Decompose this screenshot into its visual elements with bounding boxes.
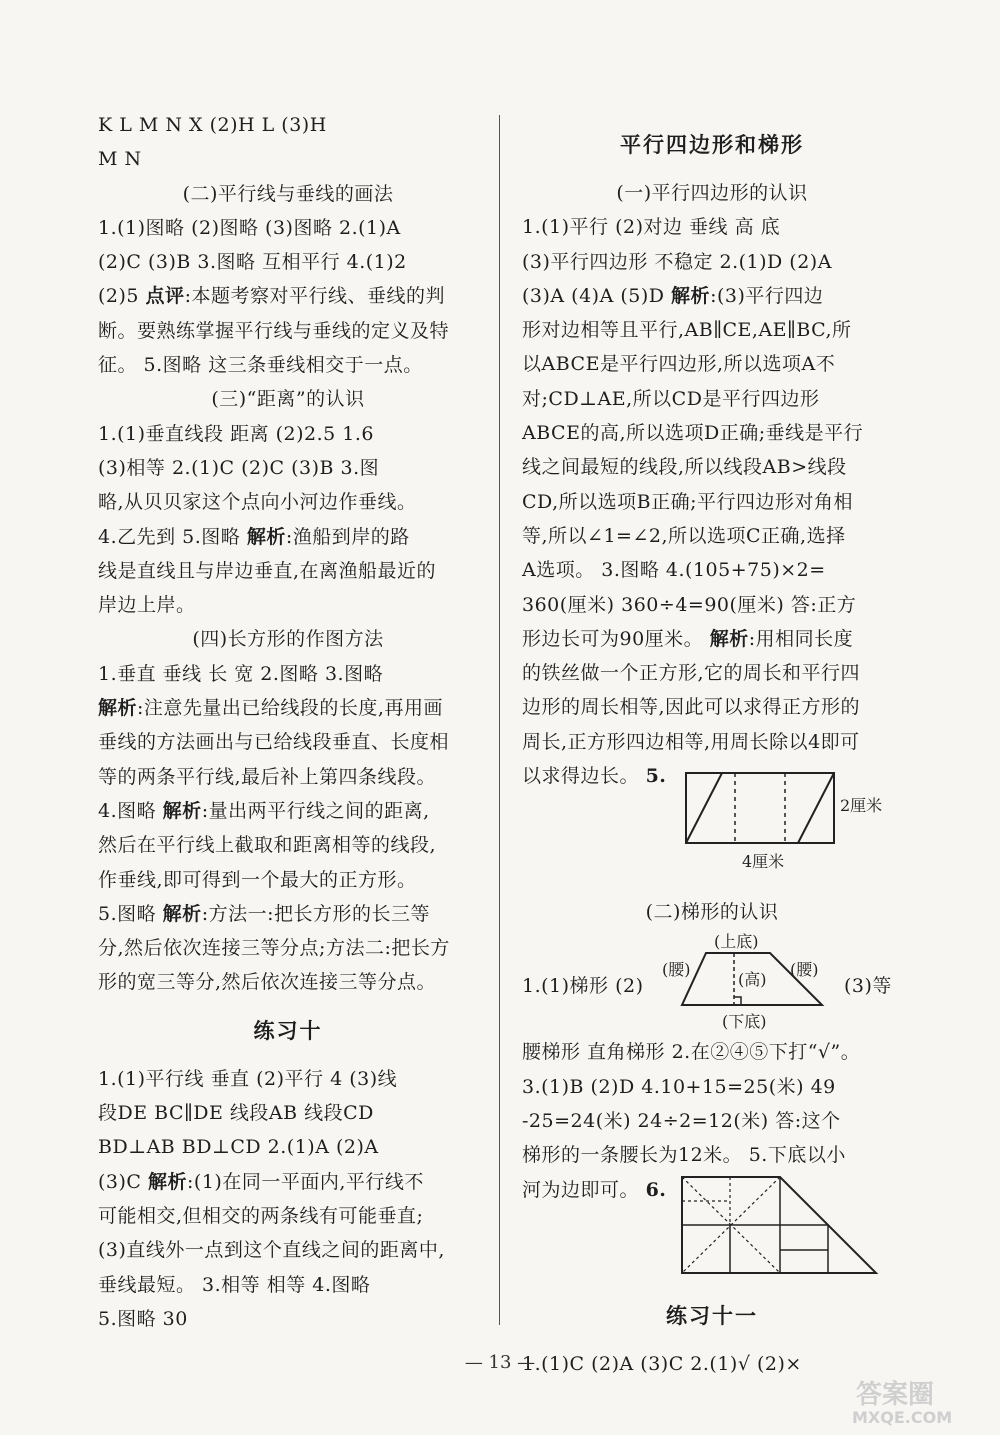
right-leg-label: (腰) xyxy=(790,960,819,980)
text-line: 360(厘米) 360÷4=90(厘米) 答:正方 xyxy=(522,593,857,616)
text-line: (2)5 点评:本题考察对平行线、垂线的判 xyxy=(98,285,445,308)
text-line: ABCE的高,所以选项D正确;垂线是平行 xyxy=(522,422,864,445)
exercise-title: 练习十 xyxy=(253,1017,323,1043)
text-line: 1.垂直 垂线 长 宽 2.图略 3.图略 xyxy=(98,662,384,685)
text-line: 线是直线且与岸边垂直,在离渔船最近的 xyxy=(98,559,437,582)
text-line: 形的宽三等分,然后依次连接三等分点。 xyxy=(98,971,437,994)
trapezoid-row xyxy=(522,929,902,1035)
text-line: 1.(1)平行线 垂直 (2)平行 4 (3)线 xyxy=(98,1067,398,1090)
analysis-label: 解析 xyxy=(162,902,202,925)
text-line: (3)相等 2.(1)C (2)C (3)B 3.图 xyxy=(98,456,380,479)
exercise-title: 练习十一 xyxy=(666,1302,758,1328)
text-line: A选项。 3.图略 4.(105+75)×2= xyxy=(522,559,826,582)
text-line: 的铁丝做一个正方形,它的周长和平行四 xyxy=(522,662,861,685)
text-line: 5.图略 30 xyxy=(98,1307,188,1330)
text-line: M N xyxy=(98,148,142,171)
rectangle-figure xyxy=(684,771,894,889)
section-heading: (二)平行线与垂线的画法 xyxy=(182,182,394,205)
text-line: BD⊥AB BD⊥CD 2.(1)A (2)A xyxy=(98,1136,379,1159)
right-column xyxy=(522,108,902,1381)
analysis-label: 解析 xyxy=(98,697,138,720)
text-line: 分,然后依次连接三等分点;方法二:把长方 xyxy=(98,937,450,960)
text-line: 以求得边长。 5. xyxy=(522,765,667,788)
section-heading: (一)平行四边形的认识 xyxy=(616,182,808,204)
text-line: CD,所以选项B正确;平行四边形对角相 xyxy=(522,490,853,513)
text-line: (3)平行四边形 不稳定 2.(1)D (2)A xyxy=(522,250,832,273)
text-line: 5.图略 解析:方法一:把长方形的长三等 xyxy=(98,902,430,925)
text-line: 腰梯形 直角梯形 2.在②④⑤下打“√”。 xyxy=(522,1041,861,1064)
text-line: (3)A (4)A (5)D 解析:(3)平行四边 xyxy=(522,284,824,307)
question-number: 6. xyxy=(645,1178,667,1201)
text-line: K L M N X (2)H L (3)H xyxy=(98,114,327,136)
question-number: 5. xyxy=(645,765,667,788)
height-label: (高) xyxy=(738,970,767,990)
text-line: 形对边相等且平行,AB∥CE,AE∥BC,所 xyxy=(522,319,852,342)
text-line: 线之间最短的线段,所以线段AB>线段 xyxy=(522,456,847,479)
text-line: 对;CD⊥AE,所以CD是平行四边形 xyxy=(522,387,820,410)
text-line: 断。要熟练掌握平行线与垂线的定义及特 xyxy=(98,319,450,342)
trapezoid-grid-figure xyxy=(680,1175,880,1283)
comment-label: 点评 xyxy=(145,285,185,308)
left-leg-label: (腰) xyxy=(662,960,691,980)
text-line: 垂线的方法画出与已给线段垂直、长度相 xyxy=(98,731,450,754)
text-line: 解析:注意先量出已给线段的长度,再用画 xyxy=(98,697,443,720)
text-line: (3)直线外一点到这个直线之间的距离中, xyxy=(98,1239,445,1262)
text-line: 作垂线,即可得到一个最大的正方形。 xyxy=(98,868,417,891)
question-5-row xyxy=(522,759,902,889)
watermark-logo xyxy=(836,1375,986,1427)
page-number: — 13 — xyxy=(464,1352,536,1373)
text-line: -25=24(米) 24÷2=12(米) 答:这个 xyxy=(522,1109,841,1132)
analysis-label: 解析 xyxy=(246,525,286,548)
question-6-row xyxy=(522,1173,902,1285)
analysis-label: 解析 xyxy=(148,1170,188,1193)
text-line: 1.(1)图略 (2)图略 (3)图略 2.(1)A xyxy=(98,216,401,239)
text-line: 可能相交,但相交的两条线有可能垂直; xyxy=(98,1204,424,1227)
side-length-label: 2厘米 xyxy=(840,796,883,816)
text-line: 以ABCE是平行四边形,所以选项A不 xyxy=(522,353,836,376)
text-line: 1.(1)梯形 (2) xyxy=(522,975,644,998)
text-line: 4.图略 解析:量出两平行线之间的距离, xyxy=(98,799,430,822)
text-line: (3)等 xyxy=(844,975,892,998)
left-column xyxy=(98,108,478,1336)
text-line: 3.(1)B (2)D 4.10+15=25(米) 49 xyxy=(522,1075,836,1098)
text-line: 征。 5.图略 这三条垂线相交于一点。 xyxy=(98,354,423,377)
text-line: 4.乙先到 5.图略 解析:渔船到岸的路 xyxy=(98,525,410,548)
text-line: (3)C 解析:(1)在同一平面内,平行线不 xyxy=(98,1170,424,1193)
text-line: 周长,正方形四边相等,用周长除以4即可 xyxy=(522,730,860,753)
analysis-label: 解析 xyxy=(671,284,711,307)
text-line: 岸边上岸。 xyxy=(98,594,196,617)
top-base-label: (上底) xyxy=(714,932,759,952)
watermark-text: 答案圈 xyxy=(856,1380,935,1410)
text-line: 等,所以∠1=∠2,所以选项C正确,选择 xyxy=(522,524,846,547)
chapter-title: 平行四边形和梯形 xyxy=(620,132,804,157)
text-line: 梯形的一条腰长为12米。 5.下底以小 xyxy=(522,1144,846,1167)
text-line: 垂线最短。 3.相等 相等 4.图略 xyxy=(98,1273,371,1296)
text-line: 1.(1)垂直线段 距离 (2)2.5 1.6 xyxy=(98,422,375,445)
analysis-label: 解析 xyxy=(162,799,202,822)
text-line: (2)C (3)B 3.图略 互相平行 4.(1)2 xyxy=(98,251,407,274)
section-heading: (三)“距离”的认识 xyxy=(211,388,365,411)
trapezoid-figure xyxy=(662,929,842,1035)
analysis-label: 解析 xyxy=(709,627,749,650)
text-line: 段DE BC∥DE 线段AB 线段CD xyxy=(98,1102,374,1125)
section-heading: (二)梯形的认识 xyxy=(645,901,779,924)
text-line: 略,从贝贝家这个点向小河边作垂线。 xyxy=(98,491,417,514)
text-line: 等的两条平行线,最后补上第四条线段。 xyxy=(98,765,437,788)
column-divider xyxy=(499,115,500,1325)
text-line: 1.(1)平行 (2)对边 垂线 高 底 xyxy=(522,216,781,239)
text-line: 边形的周长相等,因此可以求得正方形的 xyxy=(522,696,861,719)
watermark-url: MXQE.COM xyxy=(852,1408,953,1427)
section-heading: (四)长方形的作图方法 xyxy=(192,628,384,651)
text-line: 形边长可为90厘米。 解析:用相同长度 xyxy=(522,627,854,650)
text-line: 河为边即可。 6. xyxy=(522,1178,667,1201)
bottom-length-label: 4厘米 xyxy=(742,852,785,872)
text-line: 然后在平行线上截取和距离相等的线段, xyxy=(98,834,437,857)
text-line: 1.(1)C (2)A (3)C 2.(1)√ (2)× xyxy=(522,1352,802,1375)
bottom-base-label: (下底) xyxy=(722,1012,767,1032)
